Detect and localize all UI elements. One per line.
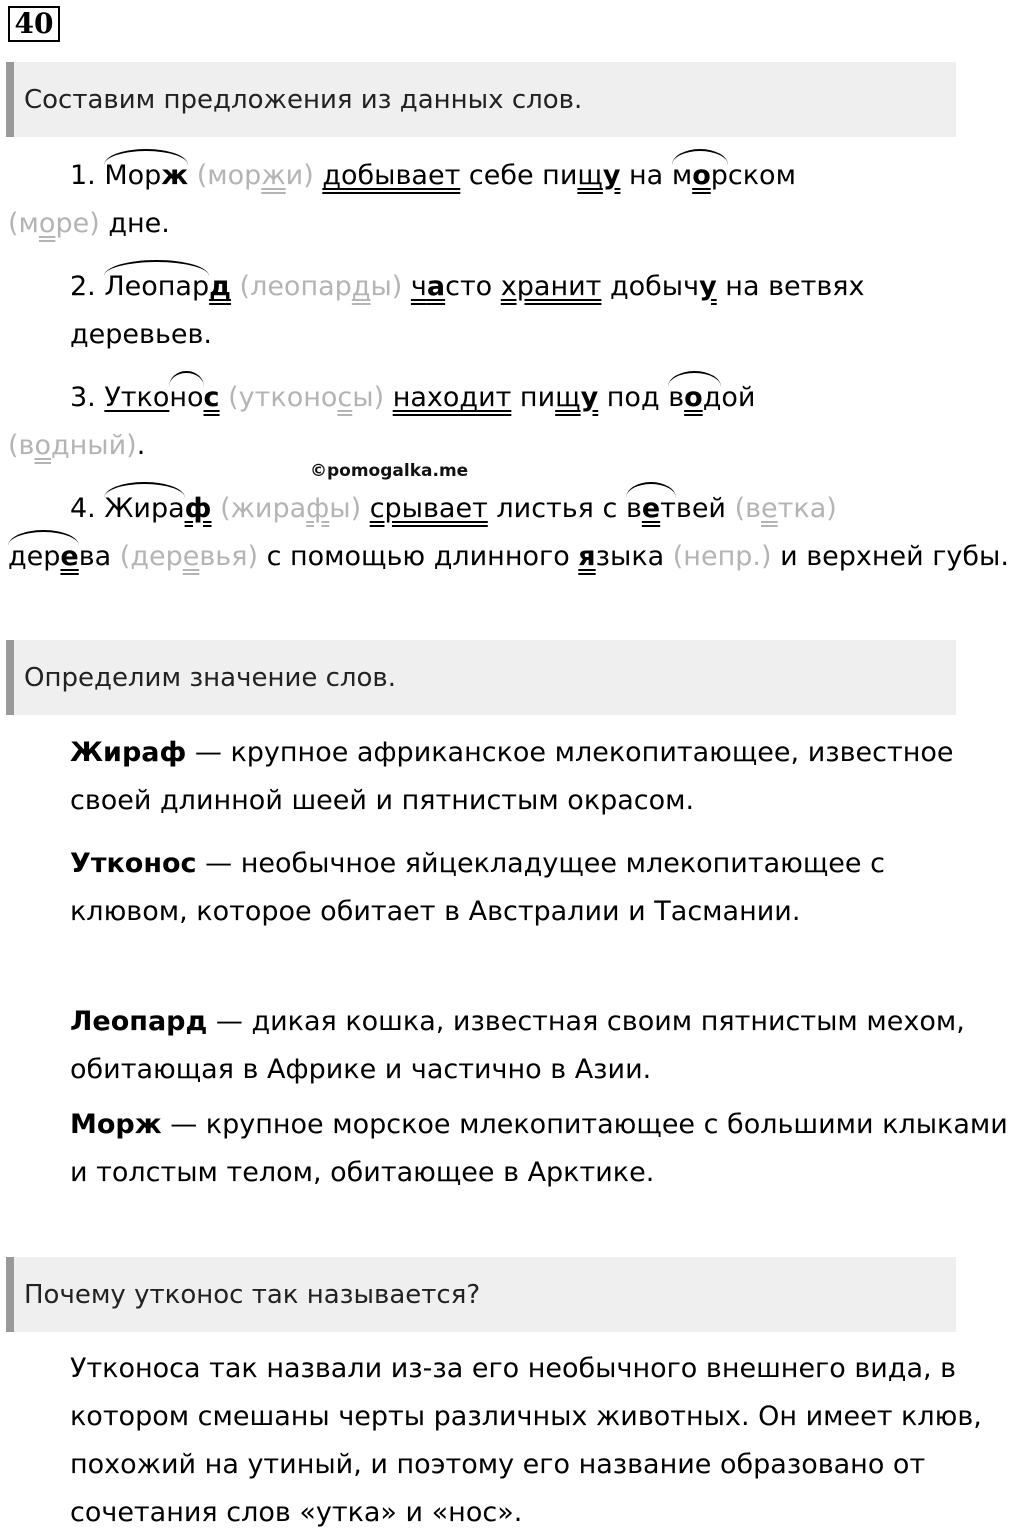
check-word: (море) [8,208,100,239]
marked-letter: щ [577,160,603,191]
definition-text: — крупное африканское млекопитающее, известное своей длинной шеей и пятнистым окрасом. [70,737,954,816]
sentence-1: 1. Морж (моржи) добывает себе пищу на морском (море) дне. [8,152,1010,248]
subject-word: Утконос [104,382,219,413]
check-word: (моржи) [196,160,314,191]
sentence-text: добыч [601,271,700,302]
note: (непр.) [672,541,772,572]
answer-paragraph: Утконоса так назвали из-за его необычного внешнего вида, в котором смешаны черты различных животных. Он имеет клюв, похожий на утиный, и поэтому его название образовано от сочетания слов «утка» и «нос». [70,1353,982,1528]
item-number: 1. [70,160,105,191]
item-number: 4. [70,493,105,524]
root-arc: дере [8,533,79,581]
subject-word: Леопард [104,271,231,302]
predicate-word: хранит [500,271,602,302]
sentence-text: листья с [487,493,626,524]
root-arc: вод [668,374,721,422]
sentence-4: 4. Жираф (жирафы) срывает листья с ветвей (ветка) дерева (деревья) с помощью длинного языка (непр.) и верхней губы. [8,485,1010,581]
root-arc: Жира [104,485,184,533]
task-number: 40 [8,6,60,42]
predicate-word: добывает [322,160,461,191]
section-header-question [6,1257,956,1332]
definition-text: — крупное морское млекопитающее с большими клыками и толстым телом, обитающее в Арктике. [70,1109,1008,1188]
root-arc: Морж [104,152,188,200]
section-title: Определим значение слов. [24,662,397,693]
root-arc: но [169,374,203,422]
sentence-text: пи [511,382,556,413]
definition-term: Морж [70,1109,162,1140]
check-word: (жирафы) [220,493,362,524]
predicate-word: находит [392,382,512,413]
item-number: 2. [70,271,105,302]
definition-platypus [8,840,1010,936]
sentence-2: 2. Леопард (леопарды) часто хранит добычу на ветвях деревьев. [8,263,1010,359]
watermark: ©pomogalka.me [310,461,469,481]
marked-ending: у [602,160,621,191]
subject-word [104,160,188,191]
definition-leopard [8,998,1010,1094]
check-word: (утконосы) [228,382,385,413]
definition-term: Утконос [70,848,197,879]
check-word: (ветка) [734,493,837,524]
predicate-word: срывает [369,493,488,524]
definition-term: Жираф [70,737,187,768]
check-word: (деревья) [119,541,258,572]
marked-letter: щ [555,382,581,413]
root-arc: мор [672,152,728,200]
section-title: Почему утконос так называется? [24,1279,481,1310]
sentence-3: 3. Утконос (утконосы) находит пищу под водой (водный). [8,374,1010,470]
subject-word: Жираф [104,493,211,524]
definition-text: — необычное яйцекладущее млекопитающее с клювом, которое обитает в Австралии и Тасмании. [70,848,885,927]
marked-ending: у [699,271,717,302]
section-title: Составим предложения из данных слов. [24,84,583,115]
root-arc: вет [626,485,676,533]
marked-letter: я [578,541,596,572]
definition-term: Леопард [70,1006,208,1037]
section-header-sentences [6,62,956,137]
definition-walrus [8,1101,1010,1197]
root-arc: Леопар [104,263,209,311]
definition-giraffe [8,729,1010,825]
check-word: (водный) [8,430,137,461]
check-word: (леопарды) [239,271,403,302]
sentence-text: себе пи [460,160,578,191]
marked-ending: у [580,382,599,413]
item-number: 3. [70,382,105,413]
predicate-word: ча [410,271,446,302]
definition-text: — дикая кошка, известная своим пятнистым мехом, обитающая в Африке и частично в Азии. [70,1006,965,1085]
section-header-definitions [6,640,956,715]
